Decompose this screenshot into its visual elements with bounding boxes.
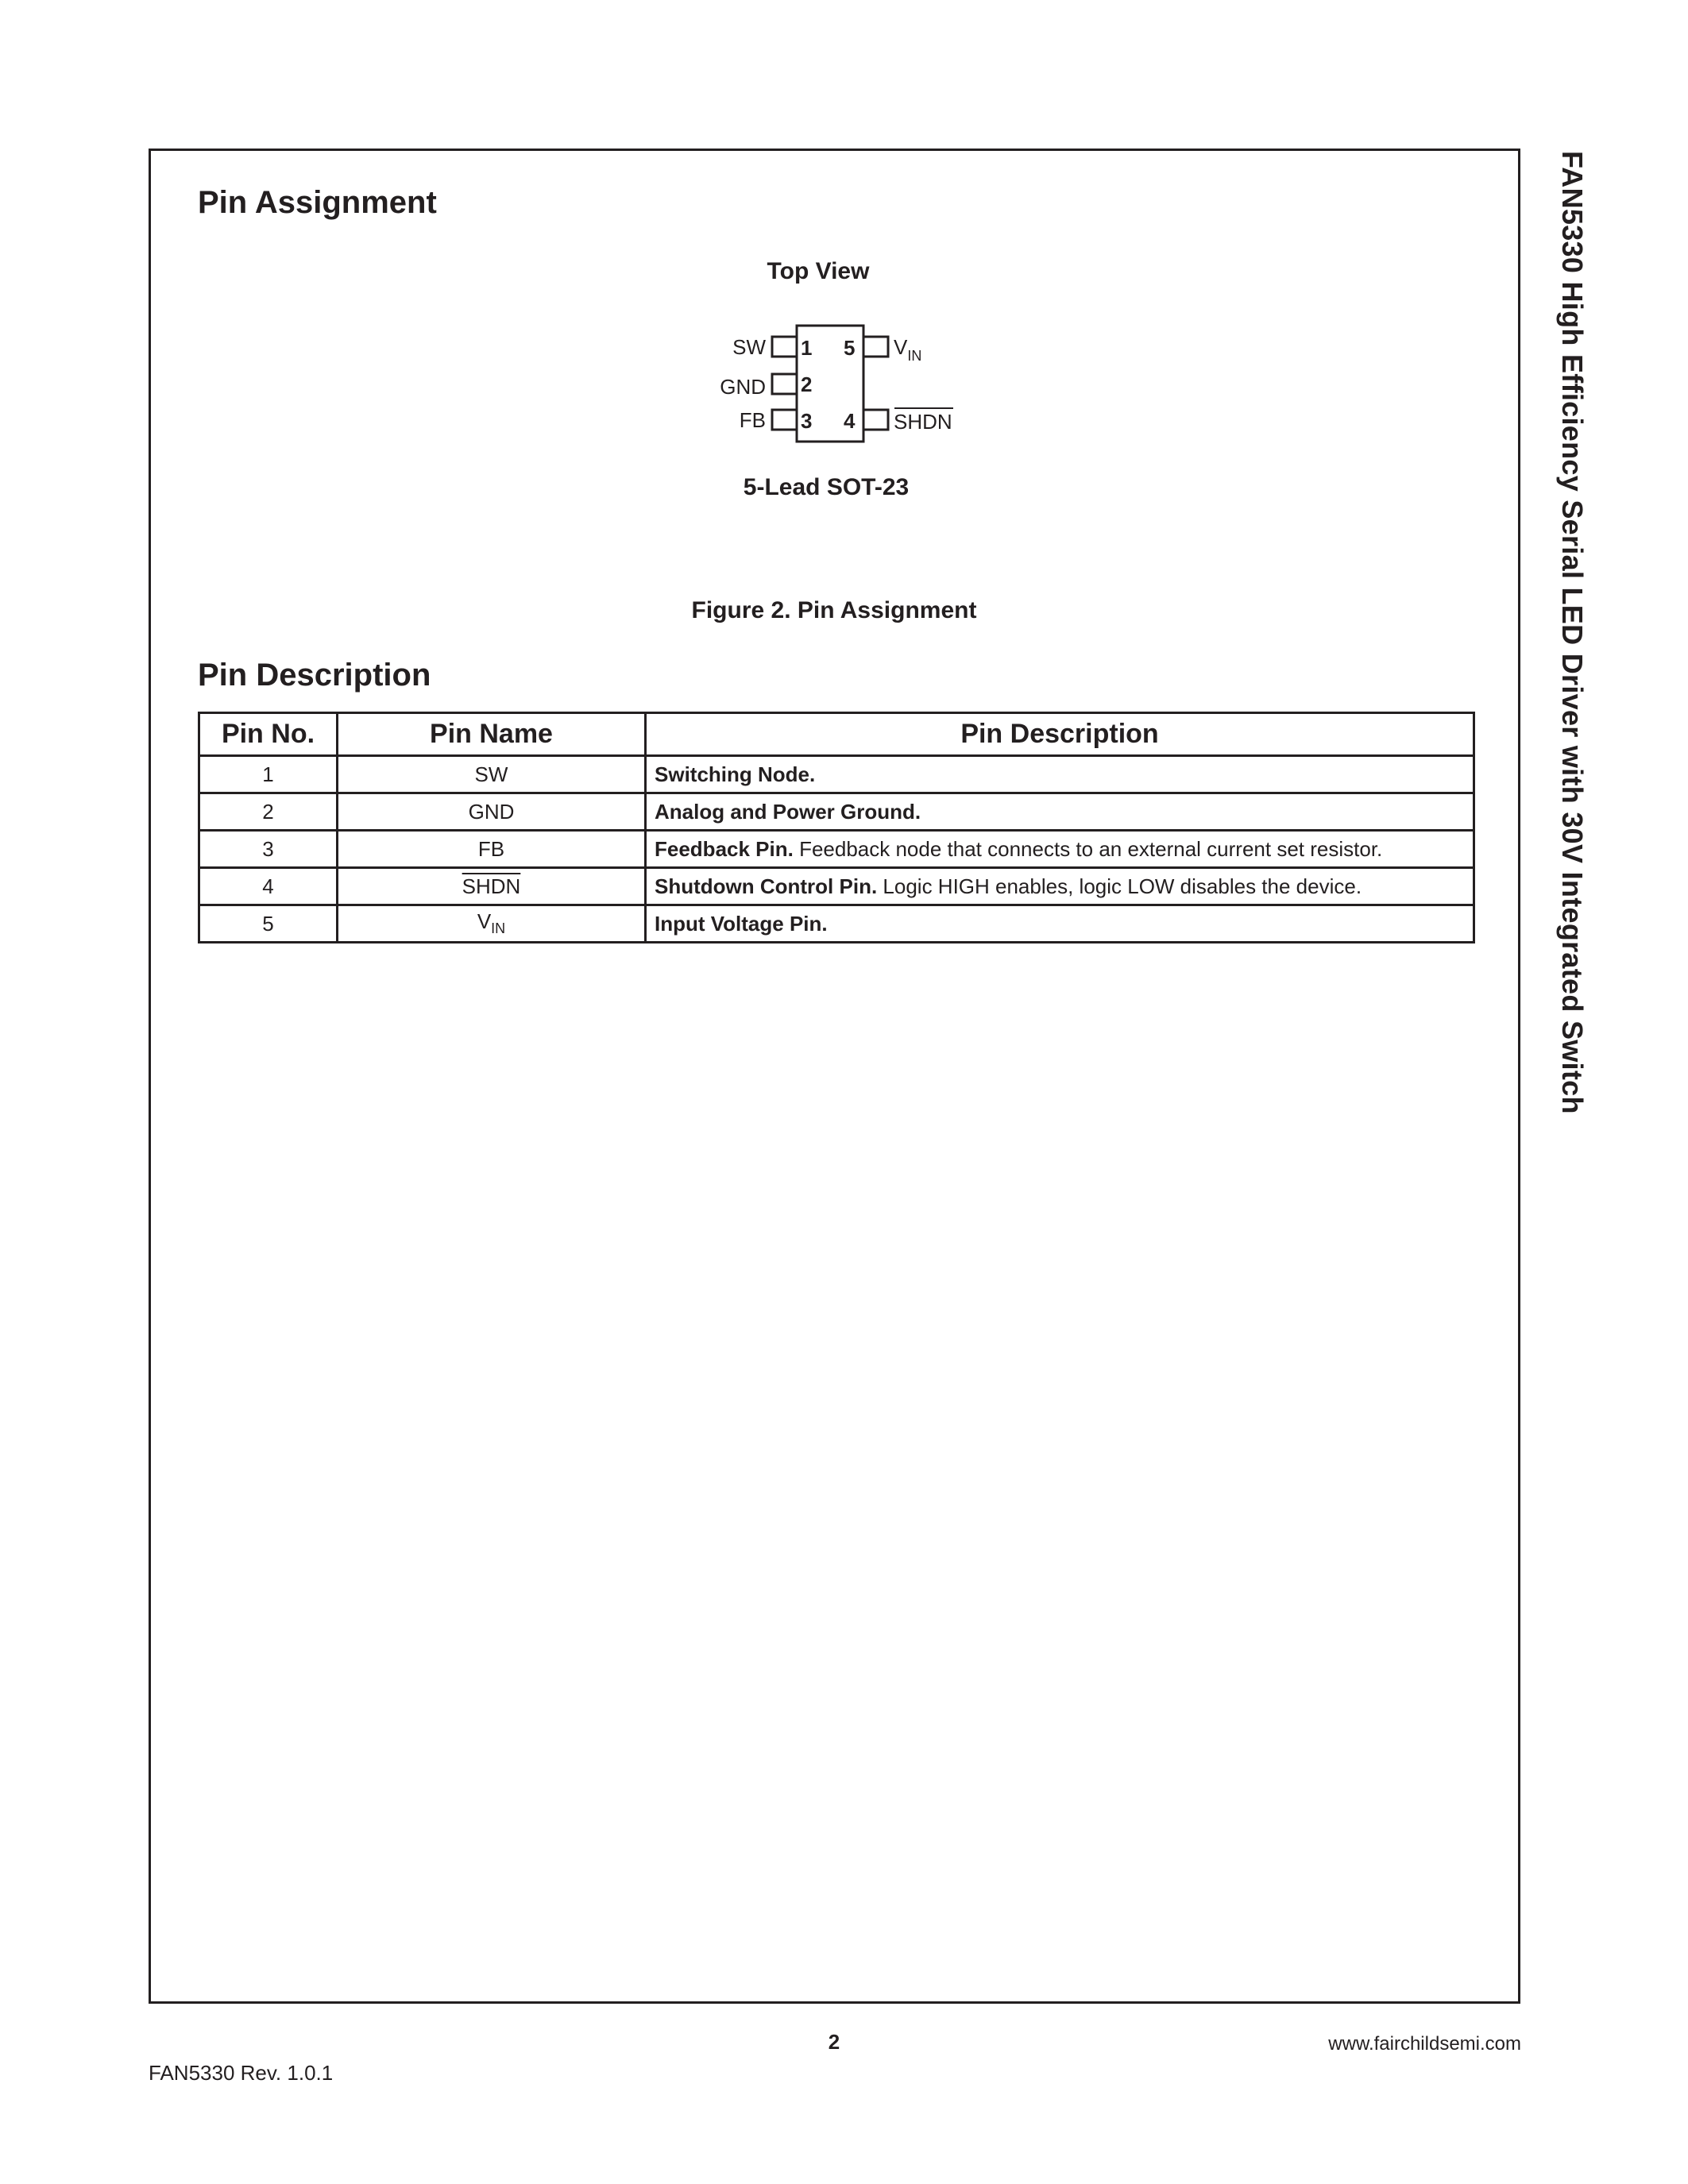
pin-desc-text: Feedback node that connects to an external current set resistor. — [793, 836, 1383, 861]
pin-desc-bold: Analog and Power Ground. — [655, 799, 921, 824]
col-header-pin-description: Pin Description — [646, 713, 1474, 756]
side-title — [1543, 151, 1590, 1279]
pin-description-table — [198, 712, 1475, 943]
pin-no: 1 — [199, 756, 338, 793]
pin-no: 2 — [199, 793, 338, 831]
package-name: 5-Lead SOT-23 — [743, 474, 910, 500]
table-row — [199, 793, 1474, 831]
table-row — [199, 868, 1474, 905]
pin-desc-bold: Input Voltage Pin. — [655, 911, 828, 936]
pin-desc — [646, 793, 1474, 831]
footer-revision: FAN5330 Rev. 1.0.1 — [149, 2061, 334, 2085]
pin-desc-bold: Feedback Pin. — [655, 836, 794, 861]
pin-5-number: 5 — [844, 336, 856, 360]
pin-description-heading: Pin Description — [198, 658, 431, 693]
col-header-pin-no: Pin No. — [199, 713, 338, 756]
pin-no: 5 — [199, 905, 338, 943]
pin-name: SW — [338, 756, 646, 793]
pin-desc — [646, 905, 1474, 943]
figure-caption: Figure 2. Pin Assignment — [691, 597, 977, 623]
pin-name-overlined: SHDN — [462, 874, 521, 898]
pin-name: FB — [338, 831, 646, 868]
pin-desc — [646, 868, 1474, 905]
pin-5-label-sub: IN — [907, 348, 922, 364]
pin-name — [338, 905, 646, 943]
pin-desc — [646, 831, 1474, 868]
side-title-text: FAN5330 High Efficiency Serial LED Driver with 30V Integrated Switch — [1556, 151, 1589, 1114]
pin-5-label-main: V — [894, 335, 908, 359]
page-frame — [149, 149, 1520, 2004]
pin-name-sub: IN — [491, 920, 506, 937]
pin-4-number: 4 — [844, 409, 856, 433]
pin-3-label: FB — [739, 408, 766, 432]
pin-desc-bold: Switching Node. — [655, 762, 816, 786]
pin-2-label: GND — [720, 375, 766, 399]
pin-name — [338, 868, 646, 905]
table-header-row — [199, 713, 1474, 756]
pin-2-number: 2 — [801, 372, 813, 396]
pin-1-label: SW — [732, 335, 766, 359]
footer-url[interactable]: www.fairchildsemi.com — [1328, 2033, 1521, 2055]
pin-4-label: SHDN — [894, 410, 952, 434]
pin-desc — [646, 756, 1474, 793]
pin-name-main: V — [477, 909, 492, 934]
pin-3-number: 3 — [801, 409, 813, 433]
pin-assignment-heading: Pin Assignment — [198, 185, 437, 220]
pin-no: 3 — [199, 831, 338, 868]
pin-name: GND — [338, 793, 646, 831]
table-row — [199, 831, 1474, 868]
table-row — [199, 756, 1474, 793]
pin-no: 4 — [199, 868, 338, 905]
pin-1-number: 1 — [801, 336, 813, 360]
table-row — [199, 905, 1474, 943]
top-view-label: Top View — [767, 258, 870, 284]
pin-desc-text: Logic HIGH enables, logic LOW disables the device. — [877, 874, 1362, 898]
pin-desc-bold: Shutdown Control Pin. — [655, 874, 878, 898]
col-header-pin-name: Pin Name — [338, 713, 646, 756]
page-number: 2 — [828, 2030, 840, 2054]
